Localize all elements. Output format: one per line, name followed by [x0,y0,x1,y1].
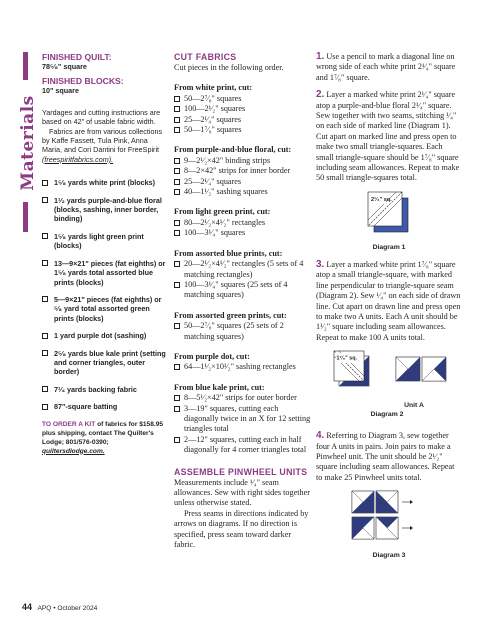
cut-list [174,321,314,342]
list-item [174,187,314,197]
cut-fabrics-heading: CUT FABRICS [174,52,237,62]
cut-item-text: 25—2¹⁄₄" squares [184,114,242,124]
finished-blocks-value: 10" square [42,86,79,96]
material-text: 7¹⁄₄ yards backing fabric [54,384,137,394]
cut-group-title: From purple dot, cut: [174,351,250,361]
footer-text: APQ • October 2024 [37,605,98,612]
step-2 [316,90,462,184]
page-footer [22,602,97,612]
page-number: 44 [22,602,33,612]
checkbox-icon [174,106,180,112]
list-item [174,94,314,104]
list-item [42,331,166,340]
diagram-1-size-label: 2¹⁄₄" sq. [371,196,392,203]
checkbox-icon [42,350,48,356]
cut-fabrics-column [174,52,314,550]
checkbox-icon [42,404,48,410]
material-text: 5—9×21" pieces (fat eighths) or ⁵⁄₈ yard total assorted green prints (blocks) [54,294,162,323]
materials-panel [18,52,166,580]
checkbox-icon [174,323,180,329]
checkbox-icon [174,96,180,102]
checkbox-icon [174,395,180,401]
cut-item-text: 40—1¹⁄₂" sashing squares [184,187,268,197]
material-text: 1⁵⁄₈ yards light green print (blocks) [54,231,144,251]
checkbox-icon [174,179,180,185]
list-item [174,125,314,135]
material-text: 2⁵⁄₈ yards blue kale print (setting and corner triangles, outer border) [54,348,166,377]
material-text: 87"-square batting [54,402,118,412]
diagram-3-caption: Diagram 3 [372,551,406,559]
cut-item-text: 100—3¹⁄₄" squares [184,228,246,238]
order-kit-note [42,420,166,456]
diagram-3 [316,489,462,559]
checkbox-icon [42,296,48,302]
cut-intro: Cut pieces in the following order. [174,63,284,72]
list-item [174,166,314,176]
checkbox-icon [174,437,180,443]
cut-list [174,393,314,455]
cut-item-text: 8—2×42" strips for inner border [184,166,291,176]
cut-item-text: 64—1¹⁄₂×10¹⁄₂" sashing rectangles [184,362,296,372]
list-item [42,385,166,394]
cut-list [174,362,314,372]
checkbox-icon [42,386,48,392]
checkbox-icon [174,168,180,174]
assemble-para-1: Measurements include ¹⁄₄" seam allowances. Sew with right sides together unless otherwise stated. [174,477,310,508]
diagram-1-caption: Diagram 1 [372,244,406,252]
list-item [42,196,166,224]
list-item [174,362,314,372]
step-number: 1. [316,51,325,62]
checkbox-icon [174,364,180,370]
steps-column [316,52,462,559]
list-item [42,295,166,323]
unit-a-pair [396,357,446,381]
cut-groups [174,83,314,455]
finished-quilt-label: FINISHED QUILT: [42,52,112,62]
cut-item-text: 2—12" squares, cutting each in half diagonally for 4 corner triangles total [184,434,307,455]
assemble-heading: ASSEMBLE PINWHEEL UNITS [174,466,308,477]
checkbox-icon [174,189,180,195]
fabrics-link[interactable]: (freespiritfabrics.com). [42,154,114,164]
step-3 [316,260,462,343]
cut-item-text: 50—1⁷⁄₈" squares [184,125,242,135]
diagram-2-caption: Diagram 2 [370,411,404,419]
diagram-2 [316,345,462,425]
checkbox-icon [174,406,180,412]
list-item [42,349,166,377]
checkbox-icon [42,197,48,203]
cut-list [174,94,314,136]
list-item [174,393,314,403]
step-text: Layer a marked white print 1⁷⁄₈" square atop a small triangle-square, with marked line perpendicular to triangle-square seam (Diagram 2). Sew ¹⁄₄" on each side of drawn line. Cut apart on drawn line and press open to make two A units. Each A unit should be 1¹⁄₂" square including seam allowances. Repeat to make 100 A units total. [316,259,461,342]
fabrics-note [42,127,166,165]
cut-item-text: 9—2¹⁄₂×42" binding strips [184,155,271,165]
step-text: Layer a marked white print 2¹⁄₄" square atop a purple-and-blue floral 2¹⁄₄" square. Sew together with two seams, stitching ¹⁄₄" on each side of marked line (Diagram 1). Cut apart on marked line and press open to make two small triangle-squares. Each small triangle-square should be 1⁷⁄₈" square including seam allowances. Repeat to make 50 small triangle-squares total. [316,90,460,183]
cut-list [174,156,314,198]
cut-item-text: 20—2¹⁄₂×4¹⁄₂" rectangles (5 sets of 4 matching rectangles) [184,259,304,279]
cut-group-title: From white print, cut: [174,83,253,93]
checkbox-icon [174,220,180,226]
list-item [42,259,166,287]
yardage-note: Yardages and cutting instructions are based on 42" of usable fabric width. [42,107,161,127]
order-kit-heading: TO ORDER A KIT [42,420,96,428]
list-item [174,177,314,187]
diagram-2-art [316,345,462,401]
tab-bar-bottom [23,202,28,232]
step-number: 2. [316,89,325,101]
list-item [174,218,314,228]
cut-group-title: From assorted green prints, cut: [174,310,287,320]
cut-item-text: 50—2⁷⁄₈" squares [184,93,242,103]
cut-item-text: 100—2¹⁄₂" squares [184,104,246,114]
materials-title: Materials [18,95,38,191]
checkbox-icon [42,180,48,186]
checkbox-icon [174,117,180,123]
list-item [174,321,314,342]
cut-item-text: 3—19" squares, cutting each diagonally twice in an X for 12 setting triangles total [184,403,311,434]
tab-bar-top [23,52,28,80]
cut-group-title: From blue kale print, cut: [174,382,265,392]
cut-item-text: 100—3¹⁄₄" squares (25 sets of 4 matching squares) [184,279,288,300]
diagram-1-art [316,188,462,240]
material-text: 1¹⁄₂ yards purple-and-blue floral (blocks, sashing, inner border, binding) [54,195,162,224]
list-item [174,280,314,301]
cut-list [174,218,314,239]
cut-item-text: 25—2¹⁄₄" squares [184,176,242,186]
material-text: 13—9×21" pieces (fat eighths) or 1⁵⁄₈ yards total assorted blue prints (blocks) [54,258,166,287]
list-item [174,404,314,435]
list-item [174,228,314,238]
step-number: 3. [316,258,325,270]
finished-quilt-value: 78⁵⁄₈" square [42,62,87,71]
list-item [174,156,314,166]
unit-a-label: Unit A [404,402,424,410]
step-4 [316,431,462,483]
material-text: 1⁵⁄₈ yards white print (blocks) [54,178,156,188]
checkbox-icon [174,282,180,288]
fabrics-note-text: Fabrics are from various collections by Kaffe Fassett, Tula Pink, Anna Maria, and Cori Dantini for FreeSpirit [42,126,163,155]
checkbox-icon [42,260,48,266]
checkbox-icon [42,333,48,339]
diagram-1 [316,188,462,252]
list-item [42,402,166,411]
cut-item-text: 80—2¹⁄₂×4¹⁄₂" rectangles [184,217,266,227]
list-item [174,115,314,125]
checkbox-icon [174,158,180,164]
cut-group-title: From light green print, cut: [174,207,271,217]
assemble-para-2: Press seams in directions indicated by arrows on diagrams. If no direction is specified, press seam toward darker fabric. [174,508,309,550]
cut-group-title: From purple-and-blue floral, cut: [174,145,292,155]
diagram-2-size-label: 1⁷⁄₈" sq. [336,355,357,362]
diagram-3-art [316,489,462,547]
step-1 [316,52,462,83]
cut-group-title: From assorted blue prints, cut: [174,248,283,258]
cut-item-text: 50—2⁷⁄₈" squares (25 sets of 2 matching squares) [184,321,284,341]
material-text: 1 yard purple dot (sashing) [54,331,147,341]
list-item [174,104,314,114]
materials-list [42,178,166,411]
finished-blocks-label: FINISHED BLOCKS: [42,76,124,87]
checkbox-icon [174,127,180,133]
cut-list [174,259,314,301]
list-item [42,178,166,187]
step-number: 4. [316,430,325,442]
checkbox-icon [42,233,48,239]
list-item [42,232,166,251]
list-item [174,259,314,280]
order-kit-link[interactable]: quiltersdlodge.com. [42,447,105,455]
order-kit-text: of fabrics for $158.95 plus shipping, contact The Quilter's Lodge; 801/576-0390; [42,420,164,446]
step-text: Use a pencil to mark a diagonal line on wrong side of each white print 2¹⁄₄" square and 1⁷⁄₈" square. [316,52,456,82]
checkbox-icon [174,230,180,236]
step-text: Referring to Diagram 3, sew together four A units in pairs. Join pairs to make a Pinwheel unit. The unit should be 2¹⁄₂" square including seam allowances. Repeat to make 25 Pinwheel units total. [316,431,455,482]
checkbox-icon [174,261,180,267]
list-item [174,435,314,456]
cut-item-text: 8—5¹⁄₂×42" strips for outer border [184,393,297,403]
materials-content [42,52,166,456]
